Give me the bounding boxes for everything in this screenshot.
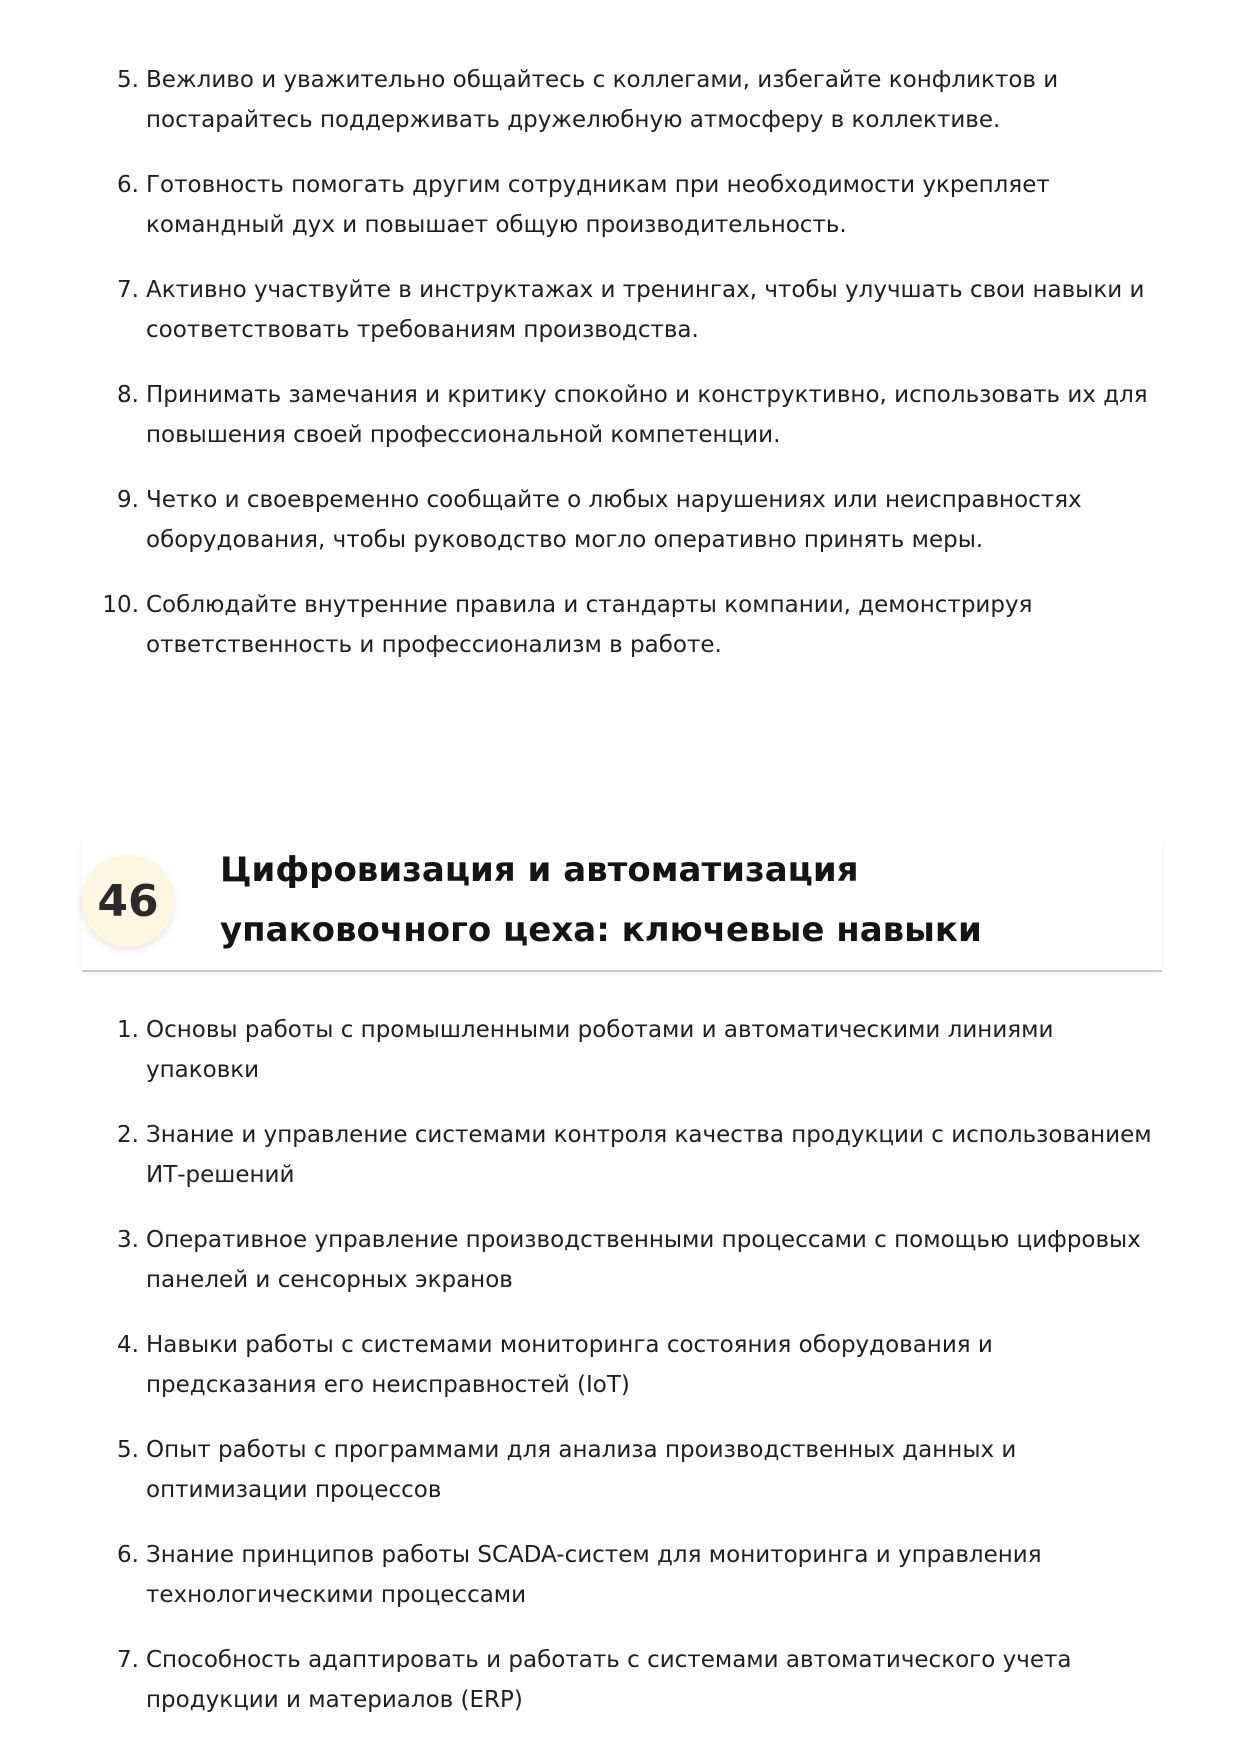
list-item-text: Четко и своевременно сообщайте о любых нарушениях или неисправностях оборудования, чтобы руководство могло оперативно принять меры. <box>146 487 1082 553</box>
list-item-text: Знание и управление системами контроля качества продукции с использованием ИТ-решений <box>146 1122 1152 1188</box>
list-item-text: Знание принципов работы SCADA-систем для мониторинга и управления технологическими процессами <box>146 1542 1042 1608</box>
list-item <box>0 165 1239 245</box>
section-header <box>82 840 1162 972</box>
list-item <box>0 480 1239 560</box>
list-item-text: Оперативное управление производственными процессами с помощью цифровых панелей и сенсорных экранов <box>146 1227 1141 1293</box>
top-numbered-list <box>0 60 1239 690</box>
list-item <box>0 375 1239 455</box>
list-item <box>0 1640 1239 1720</box>
list-item-number: 2. <box>117 1122 139 1148</box>
list-item <box>0 1010 1239 1090</box>
list-item-text: Готовность помогать другим сотрудникам при необходимости укрепляет командный дух и повышает общую производительность. <box>146 172 1050 238</box>
list-item-text: Вежливо и уважительно общайтесь с коллегами, избегайте конфликтов и постарайтесь поддерживать дружелюбную атмосферу в коллективе. <box>146 67 1059 133</box>
list-item <box>0 60 1239 140</box>
list-item-number: 6. <box>117 172 139 198</box>
section-number-badge: 46 <box>82 855 174 947</box>
list-item-number: 10. <box>102 592 139 618</box>
list-item <box>0 1220 1239 1300</box>
list-item-text: Навыки работы с системами мониторинга состояния оборудования и предсказания его неисправностей (IoT) <box>146 1332 993 1398</box>
list-item <box>0 585 1239 665</box>
list-item-number: 1. <box>117 1017 139 1043</box>
list-item-number: 9. <box>117 487 139 513</box>
list-item-text: Активно участвуйте в инструктажах и тренингах, чтобы улучшать свои навыки и соответствовать требованиям производства. <box>146 277 1145 343</box>
list-item <box>0 1535 1239 1615</box>
list-item <box>0 270 1239 350</box>
list-item-number: 5. <box>117 67 139 93</box>
list-item-text: Способность адаптировать и работать с системами автоматического учета продукции и материалов (ERP) <box>146 1647 1072 1713</box>
list-item-number: 4. <box>117 1332 139 1358</box>
list-item-text: Принимать замечания и критику спокойно и конструктивно, использовать их для повышения своей профессиональной компетенции. <box>146 382 1148 448</box>
list-item-number: 3. <box>117 1227 139 1253</box>
bottom-numbered-list <box>0 1010 1239 1745</box>
list-item-text: Опыт работы с программами для анализа производственных данных и оптимизации процессов <box>146 1437 1017 1503</box>
list-item-number: 5. <box>117 1437 139 1463</box>
list-item-number: 7. <box>117 1647 139 1673</box>
list-item-number: 6. <box>117 1542 139 1568</box>
list-item-number: 8. <box>117 382 139 408</box>
list-item <box>0 1115 1239 1195</box>
list-item <box>0 1430 1239 1510</box>
list-item-number: 7. <box>117 277 139 303</box>
list-item-text: Соблюдайте внутренние правила и стандарты компании, демонстрируя ответственность и профессионализм в работе. <box>146 592 1033 658</box>
list-item-text: Основы работы с промышленными роботами и автоматическими линиями упаковки <box>146 1017 1054 1083</box>
section-title: Цифровизация и автоматизация упаковочного цеха: ключевые навыки <box>220 850 982 950</box>
list-item <box>0 1325 1239 1405</box>
